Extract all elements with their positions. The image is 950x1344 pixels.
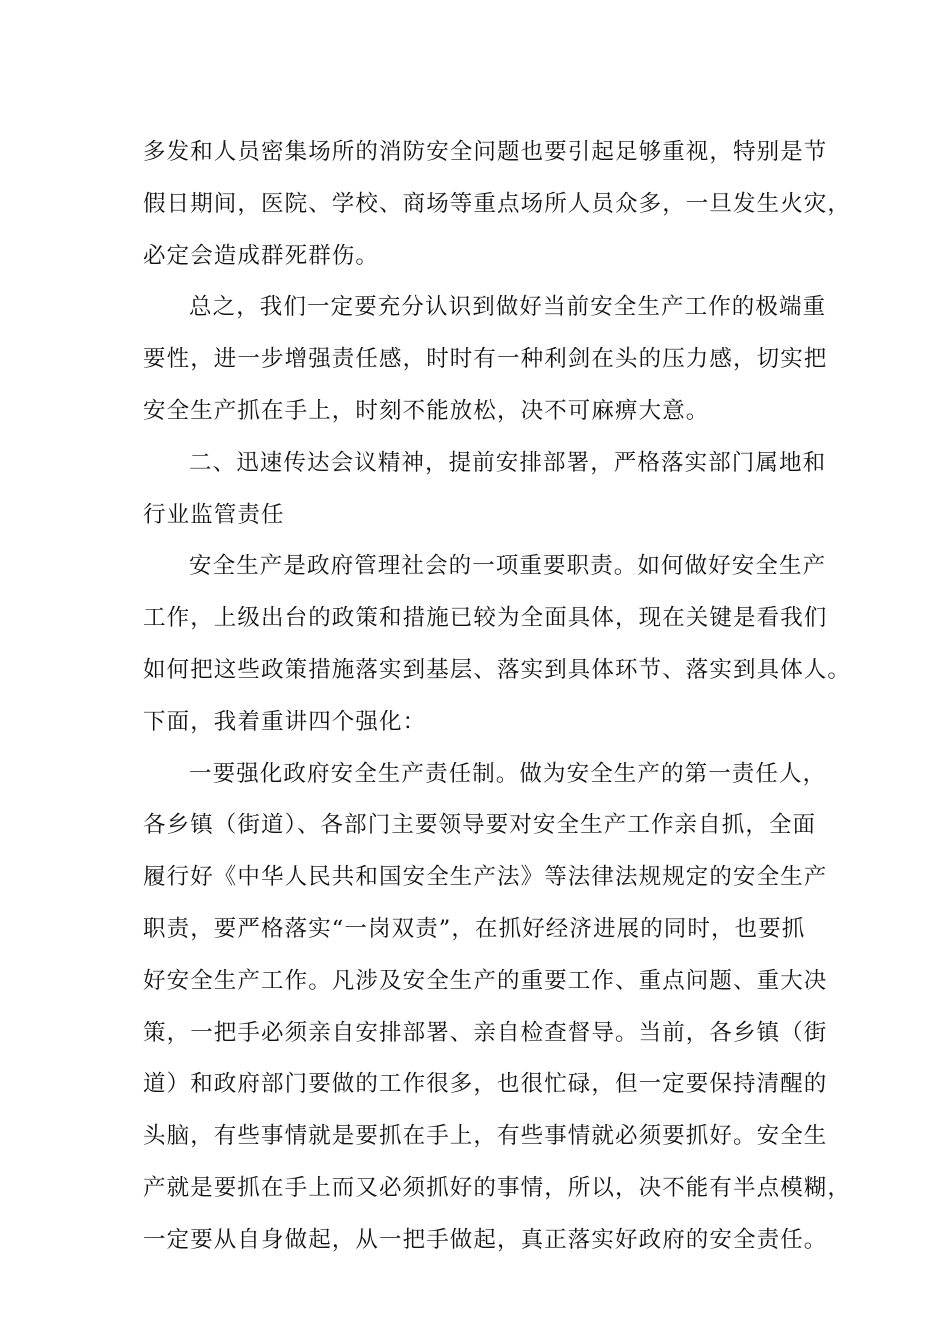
body-line: 好安全生产工作。凡涉及安全生产的重要工作、重点问题、重大决 — [143, 967, 828, 994]
body-line: 要性，进一步增强责任感，时时有一种利剑在头的压力感，切实把 — [143, 346, 828, 373]
body-line: 工作，上级出台的政策和措施已较为全面具体，现在关键是看我们 — [143, 605, 828, 632]
body-line: 必定会造成群死群伤。 — [143, 242, 380, 269]
body-line: 产就是要抓在手上而又必须抓好的事情，所以，决不能有半点模糊， — [143, 1174, 852, 1201]
paragraph-first-line: 总之，我们一定要充分认识到做好当前安全生产工作的极端重 — [189, 294, 827, 321]
section-heading-line: 行业监管责任 — [143, 501, 285, 528]
paragraph-first-line: 一要强化政府安全生产责任制。做为安全生产的第一责任人， — [189, 760, 827, 787]
body-line: 头脑，有些事情就是要抓在手上，有些事情就必须要抓好。安全生 — [143, 1123, 828, 1150]
section-heading-line: 二、迅速传达会议精神，提前安排部署，严格落实部门属地和 — [189, 449, 827, 476]
body-line: 安全生产抓在手上，时刻不能放松，决不可麻痹大意。 — [143, 397, 710, 424]
body-line: 多发和人员密集场所的消防安全问题也要引起足够重视，特别是节 — [143, 139, 828, 165]
body-line: 如何把这些政策措施落实到基层、落实到具体环节、落实到具体人。 — [143, 656, 852, 683]
body-line: 下面，我着重讲四个强化： — [143, 708, 427, 735]
body-line: 职责，要严格落实“一岗双责”，在抓好经济进展的同时，也要抓 — [143, 915, 806, 942]
body-line: 策，一把手必须亲自安排部署、亲自检查督导。当前，各乡镇（街 — [143, 1019, 828, 1046]
document-body — [143, 127, 852, 1267]
body-line: 各乡镇（街道）、各部门主要领导要对安全生产工作亲自抓，全面 — [143, 812, 817, 839]
body-line: 道）和政府部门要做的工作很多，也很忙碌，但一定要保持清醒的 — [143, 1071, 828, 1098]
paragraph-first-line: 安全生产是政府管理社会的一项重要职责。如何做好安全生产 — [189, 553, 827, 580]
body-line: 一定要从自身做起，从一把手做起，真正落实好政府的安全责任。 — [143, 1226, 828, 1253]
body-line: 假日期间，医院、学校、商场等重点场所人员众多，一旦发生火灾， — [143, 190, 852, 217]
body-line: 履行好《中华人民共和国安全生产法》等法律法规规定的安全生产 — [143, 864, 828, 891]
